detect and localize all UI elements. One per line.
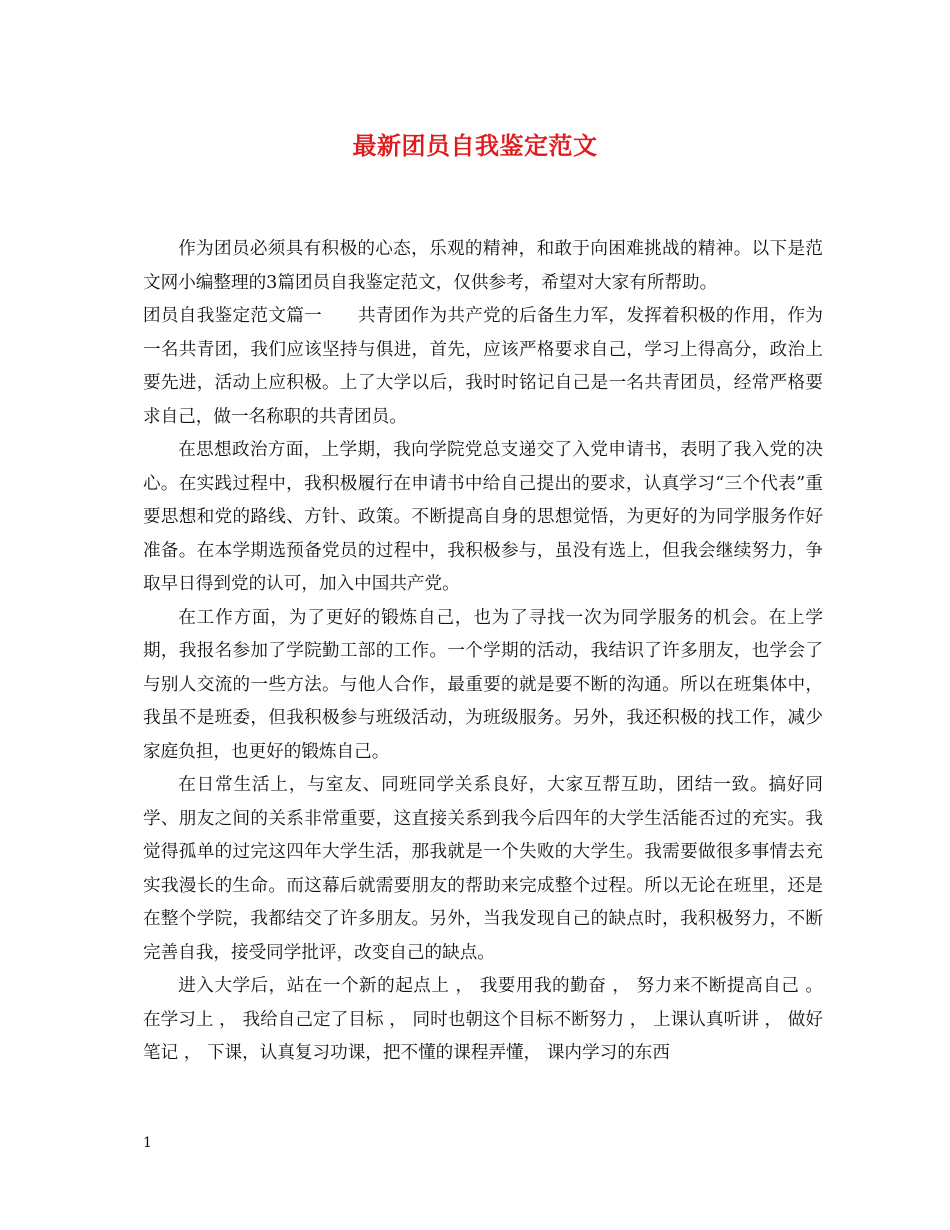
- page-number: 1: [143, 1135, 152, 1151]
- paragraph-politics: 在思想政治方面，上学期，我向学院党总支递交了入党申请书，表明了我入党的决心。在实践过程中，我积极履行在申请书中给自己提出的要求，认真学习“三个代表”重要思想和党的路线、方针、政策。不断提高自身的思想觉悟，为更好的为同学服务作好准备。在本学期选预备党员的过程中，我积极参与，虽没有选上，但我会继续努力，争取早日得到党的认可，加入中国共产党。: [143, 440, 823, 594]
- paragraph-work: 在工作方面，为了更好的锻炼自己，也为了寻找一次为同学服务的机会。在上学期，我报名参加了学院勤工部的工作。一个学期的活动，我结识了许多朋友，也学会了与别人交流的一些方法。与他人合作，最重要的就是要不断的沟通。所以在班集体中，我虽不是班委，但我积极参与班级活动，为班级服务。另外，我还积极的找工作，减少家庭负担，也更好的锻炼自己。: [143, 607, 823, 762]
- paragraph-daily-life: 在日常生活上，与室友、同班同学关系良好，大家互帮互助，团结一致。搞好同学、朋友之间的关系非常重要，这直接关系到我今后四年的大学生活能否过的充实。我觉得孤单的过完这四年大学生活，那我就是一个失败的大学生。我需要做很多事情去充实我漫长的生命。而这幕后就需要朋友的帮助来完成整个过程。所以无论在班里，还是在整个学院，我都结交了许多朋友。另外，当我发现自己的缺点时，我积极努力，不断完善自我，接受同学批评，改变自己的缺点。: [143, 775, 823, 963]
- paragraph-study: 进入大学后，站在一个新的起点上 ， 我要用我的勤奋 ， 努力来不断提高自己 。 在学习上 ， 我给自己定了目标 ， 同时也朝这个目标不断努力 ， 上课认真听讲 ， 做好笔记 ， 下课，认真复习功课，把不懂的课程弄懂， 课内学习的东西: [143, 976, 823, 1063]
- paragraph-intro: 作为团员必须具有积极的心态，乐观的精神，和敢于向困难挑战的精神。以下是范文网小编整理的3篇团员自我鉴定范文，仅供参考，希望对大家有所帮助。: [143, 239, 823, 293]
- paragraph-section-one: 团员自我鉴定范文篇一 共青团作为共产党的后备生力军，发挥着积极的作用，作为一名共青团，我们应该坚持与俱进，首先，应该严格要求自己，学习上得高分，政治上要先进，活动上应积极。上了大学以后，我时时铭记自己是一名共青团员，经常严格要求自己，做一名称职的共青团员。: [143, 306, 823, 427]
- document-body: [143, 233, 823, 1071]
- document-title: 最新团员自我鉴定范文: [352, 131, 598, 160]
